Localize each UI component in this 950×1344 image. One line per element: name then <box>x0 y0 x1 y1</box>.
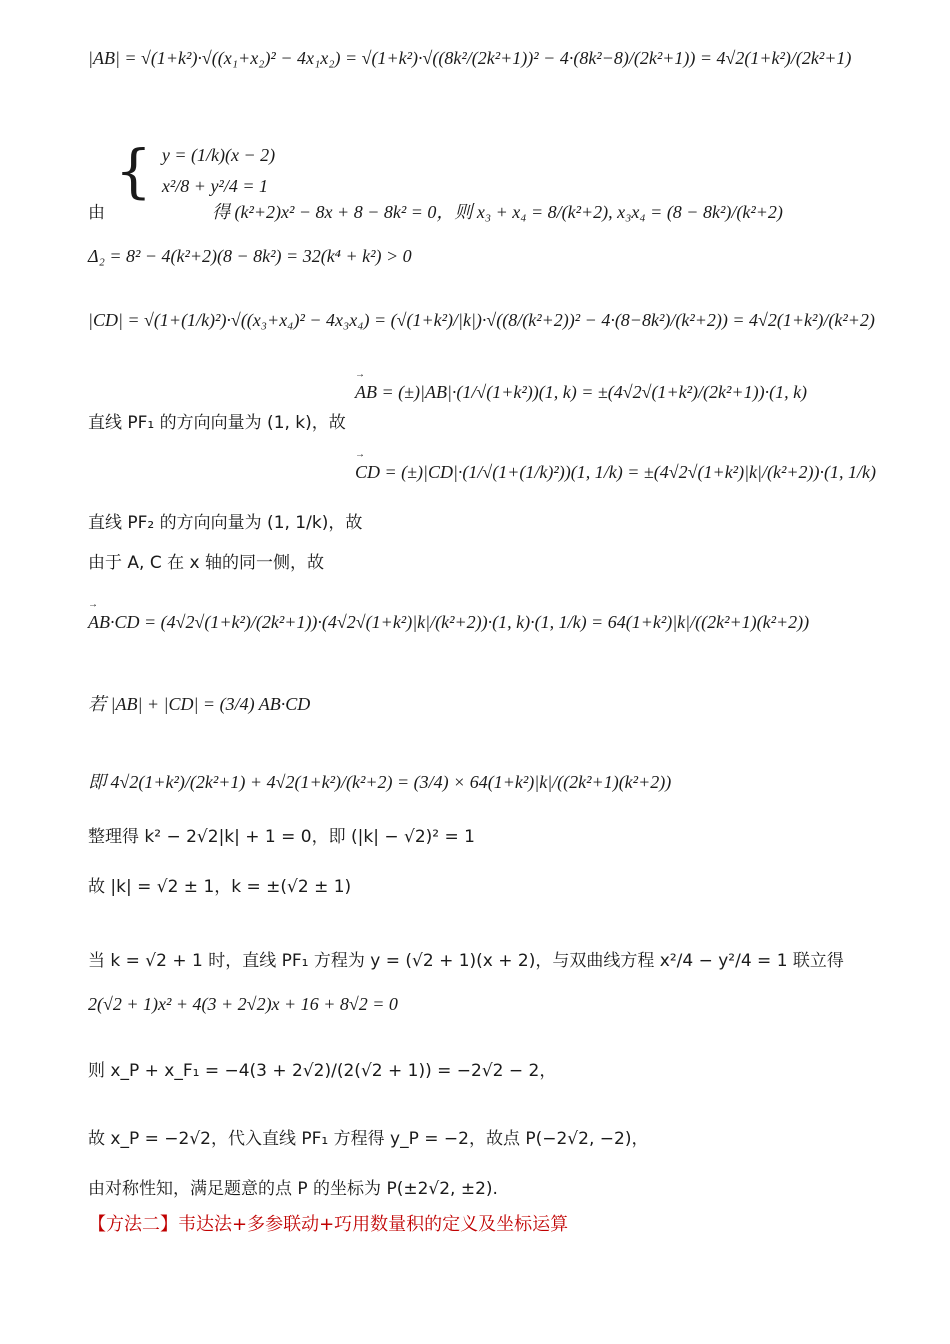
dot-line <box>88 612 888 633</box>
when-k: 当 k = √2 + 1 时，直线 PF₁ 方程为 y = (√2 + 1)(x + 2)，与双曲线方程 x²/4 − y²/4 = 1 联立得 <box>88 951 844 971</box>
cd-vector-line <box>355 462 950 483</box>
cd-vector: → CD = (±)|CD|·(1/√(1+(1/k)²))(1, 1/k) = ±(4√2√(1+k²)|k|/(k²+2))·(1, 1/k) <box>355 462 876 483</box>
method-two-heading: 【方法二】韦达法+多参联动+巧用数量积的定义及坐标运算 <box>88 1214 569 1235</box>
eq-cd-length: |CD| = √(1+(1/k)²)·√((x₃+x₄)² − 4x₃x₄) = (√(1+k²)/|k|)·√((8/(k²+2))² − 4·(8−8k²)/(k²+2)) = 4√2(1+k²)/(k²+2) <box>88 310 875 330</box>
symmetry: 由对称性知，满足题意的点 P 的坐标为 P(±2√2, ±2). <box>88 1179 498 1199</box>
k-values: 故 |k| = √2 ± 1，k = ±(√2 ± 1) <box>88 877 352 897</box>
same-side: 由于 A, C 在 x 轴的同一侧，故 <box>88 553 324 573</box>
sum-xp: 则 x_P + x_F₁ = −4(3 + 2√2)/(2(√2 + 1)) = −2√2 − 2， <box>88 1061 557 1081</box>
pf1-direction: 直线 PF₁ 的方向向量为 (1, k)，故 <box>88 413 346 433</box>
ab-vector-line <box>355 382 950 403</box>
quadratic: 2(√2 + 1)x² + 4(3 + 2√2)x + 16 + 8√2 = 0 <box>88 994 398 1014</box>
simplify: 整理得 k² − 2√2|k| + 1 = 0，即 (|k| − √2)² = 1 <box>88 827 475 847</box>
ji-line: 即 4√2(1+k²)/(2k²+1) + 4√2(1+k²)/(k²+2) = (3/4) × 64(1+k²)|k|/((2k²+1)(k²+2)) <box>88 772 672 792</box>
eq-ab-length: |AB| = √(1+k²)·√((x₁+x₂)² − 4x₁x₂) = √(1+k²)·√((8k²/(2k²+1))² − 4·(8k²−8)/(2k²+1)) = 4√2(1+k²)/(2k²+1) <box>88 48 852 68</box>
xp-result: 故 x_P = −2√2，代入直线 PF₁ 方程得 y_P = −2，故点 P(−2√2, −2)， <box>88 1129 649 1149</box>
dot-product: → AB·CD = (4√2√(1+k²)/(2k²+1))·(4√2√(1+k²)|k|/(k²+2))·(1, k)·(1, 1/k) = 64(1+k²)|k|/((2k²+1)(k²+2)) <box>88 612 809 633</box>
if-line: 若 |AB| + |CD| = (3/4) AB·CD <box>88 694 311 714</box>
system-eq-2: x²/8 + y²/4 = 1 <box>161 175 268 196</box>
delta2: Δ₂ = 8² − 4(k²+2)(8 − 8k²) = 32(k⁴ + k²) > 0 <box>88 246 412 266</box>
system-eq-1: y = (1/k)(x − 2) <box>161 144 276 165</box>
ab-vector: → AB = (±)|AB|·(1/√(1+k²))(1, k) = ±(4√2√(1+k²)/(2k²+1))·(1, k) <box>355 382 807 403</box>
brace-icon: { <box>115 136 152 205</box>
pf2-direction: 直线 PF₂ 的方向向量为 (1, 1/k)，故 <box>88 513 363 533</box>
you-label: 由 <box>88 203 105 223</box>
system-result: 得 (k²+2)x² − 8x + 8 − 8k² = 0，则 x₃ + x₄ = 8/(k²+2), x₃x₄ = (8 − 8k²)/(k²+2) <box>212 202 783 222</box>
